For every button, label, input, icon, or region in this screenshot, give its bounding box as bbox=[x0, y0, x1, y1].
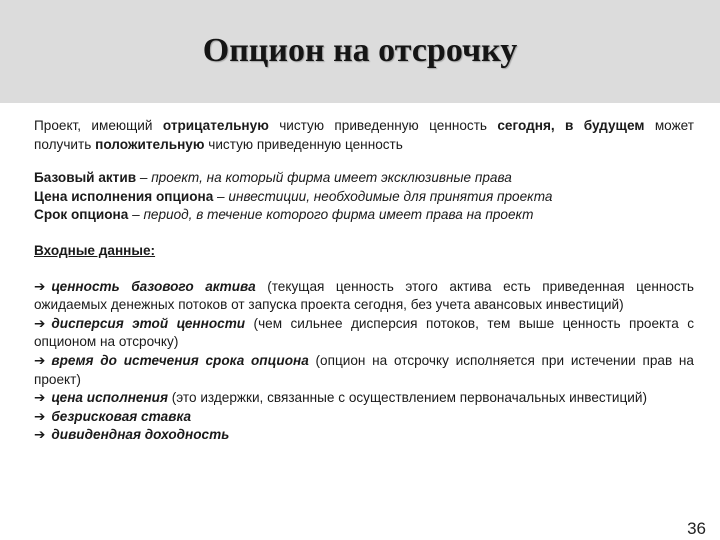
arrow-right-icon: ➔ bbox=[34, 408, 46, 424]
arrow-right-icon: ➔ bbox=[34, 390, 46, 406]
list-item bbox=[34, 352, 694, 389]
input-description: (текущая ценность этого актива есть приведенная ценность ожидаемых денежных потоков от запуска проекта сегодня, без учета авансовых инвестиций) bbox=[34, 278, 694, 313]
definition-dash: – bbox=[136, 170, 152, 186]
arrow-right-icon: ➔ bbox=[34, 278, 46, 294]
arrow-right-icon: ➔ bbox=[34, 352, 46, 368]
input-description: (это издержки, связанные с осуществлением первоначальных инвестиций) bbox=[167, 390, 648, 406]
input-term: цена исполнения bbox=[51, 390, 168, 406]
definition-item bbox=[34, 188, 694, 207]
definition-term: Базовый актив bbox=[34, 170, 137, 186]
slide-title: Опцион на отсрочку bbox=[202, 32, 518, 69]
intro-text: чистую приведенную ценность bbox=[208, 136, 403, 152]
list-item bbox=[34, 278, 694, 315]
definition-term: Цена исполнения опциона bbox=[34, 188, 214, 204]
list-item bbox=[34, 408, 694, 427]
inputs-heading: Входные данные: bbox=[34, 242, 156, 258]
arrow-right-icon: ➔ bbox=[34, 427, 46, 443]
intro-paragraph bbox=[34, 117, 694, 154]
input-term: дисперсия этой ценности bbox=[51, 315, 246, 331]
list-item bbox=[34, 426, 694, 445]
intro-emphasis: положительную bbox=[95, 136, 205, 152]
intro-text: чистую приведенную ценность bbox=[279, 118, 487, 133]
input-description: (чем сильнее дисперсия потоков, тем выше ценность проекта с опционом на отсрочку) bbox=[34, 315, 695, 350]
input-description: (опцион на отсрочку исполняется при истечении прав на проект) bbox=[34, 352, 694, 387]
intro-emphasis: отрицательную bbox=[162, 118, 269, 133]
page-number: 36 bbox=[687, 519, 706, 538]
definition-item bbox=[34, 206, 694, 225]
definition-item bbox=[34, 169, 694, 188]
definition-dash: – bbox=[128, 207, 144, 223]
definitions-list bbox=[34, 169, 694, 225]
arrow-right-icon: ➔ bbox=[34, 315, 46, 331]
input-term: дивидендная доходность bbox=[51, 427, 230, 443]
slide-body bbox=[34, 117, 694, 445]
definition-dash: – bbox=[213, 188, 229, 204]
definition-text: период, в течение которого фирма имеет права на проект bbox=[143, 207, 534, 223]
intro-text: может получить bbox=[34, 118, 695, 152]
definition-text: проект, на который фирма имеет эксклюзивные права bbox=[151, 170, 512, 186]
inputs-list bbox=[34, 278, 694, 445]
definition-text: инвестиции, необходимые для принятия проекта bbox=[228, 188, 553, 204]
intro-text: Проект, имеющий bbox=[34, 118, 153, 133]
list-item bbox=[34, 389, 694, 408]
intro-emphasis: сегодня, в будущем bbox=[497, 118, 645, 133]
list-item bbox=[34, 315, 694, 352]
input-term: безрисковая ставка bbox=[51, 408, 192, 424]
definition-term: Срок опциона bbox=[34, 207, 129, 223]
input-term: ценность базового актива bbox=[51, 278, 256, 294]
input-term: время до истечения срока опциона bbox=[51, 352, 309, 368]
